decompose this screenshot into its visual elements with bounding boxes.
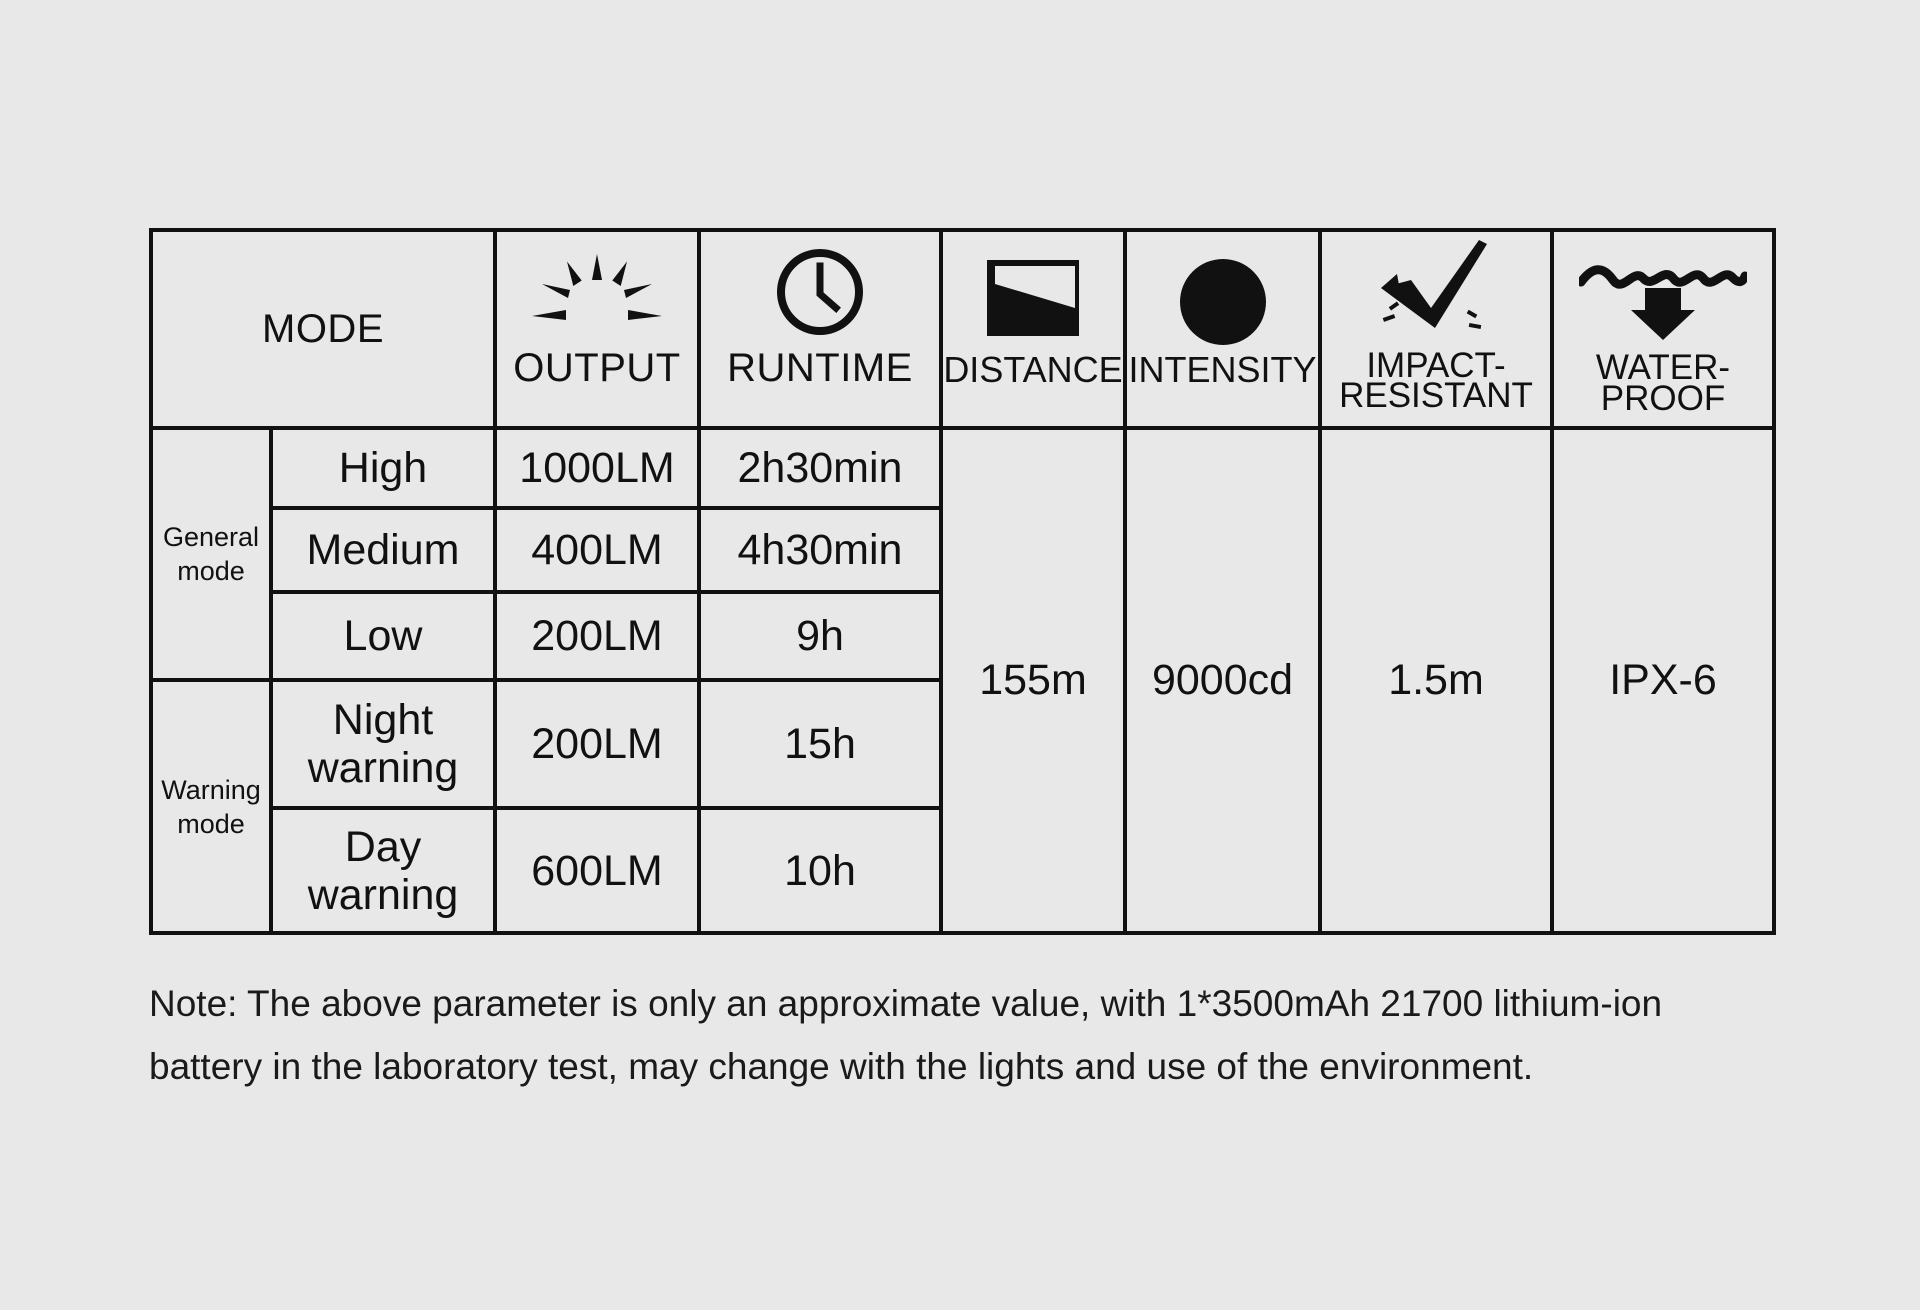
output-header-label: OUTPUT: [513, 346, 681, 390]
output-low: 200LM: [495, 592, 699, 680]
mode-day-warning: [271, 808, 495, 933]
distance-value: 155m: [941, 428, 1125, 933]
runtime-day-warning: 10h: [699, 808, 941, 933]
group-label-line1: General: [162, 522, 260, 552]
table-row: [151, 428, 1774, 508]
distance-header: [941, 230, 1125, 428]
runtime-medium: 4h30min: [699, 508, 941, 592]
spec-table: [149, 228, 1776, 935]
mode-line1: Night: [332, 696, 434, 744]
mode-high: High: [271, 428, 495, 508]
mode-header-label: MODE: [262, 306, 384, 351]
beam-distance-icon: [943, 258, 1123, 338]
footnote-line1: Note: The above parameter is only an approximate value, with 1*3500mAh 21700 lithium-ion: [149, 983, 1663, 1024]
group-label-line2: mode: [177, 556, 245, 586]
runtime-low: 9h: [699, 592, 941, 680]
footnote: [149, 972, 1789, 1098]
header-row: [151, 230, 1774, 428]
impact-header: [1320, 230, 1552, 428]
group-label-line2: mode: [177, 808, 245, 839]
impact-value: 1.5m: [1320, 428, 1552, 933]
mode-line1: Day: [344, 822, 422, 871]
output-night-warning: 200LM: [495, 680, 699, 808]
water-drop-arrow-icon: [1554, 260, 1772, 340]
runtime-header-label: RUNTIME: [727, 346, 913, 390]
distance-header-label: DISTANCE: [943, 349, 1123, 390]
output-day-warning: 600LM: [495, 808, 699, 933]
mode-medium: Medium: [271, 508, 495, 592]
impact-check-icon: [1322, 238, 1550, 338]
mode-line2: warning: [307, 744, 459, 792]
waterproof-header: [1552, 230, 1774, 428]
runtime-night-warning: 15h: [699, 680, 941, 808]
runtime-header: [699, 230, 941, 428]
mode-header: [151, 230, 495, 428]
output-high: 1000LM: [495, 428, 699, 508]
mode-night-warning: [271, 680, 495, 808]
waterproof-header-label-1: WATER-: [1595, 348, 1731, 387]
footnote-line2: battery in the laboratory test, may change with the lights and use of the environment.: [149, 1046, 1534, 1087]
mode-line2: warning: [307, 870, 459, 919]
group-label-line1: Warning: [161, 774, 261, 805]
output-header: [495, 230, 699, 428]
waterproof-value: IPX-6: [1552, 428, 1774, 933]
intensity-header-label: INTENSITY: [1128, 349, 1317, 390]
waterproof-header-label-2: PROOF: [1600, 379, 1726, 418]
clock-icon: [701, 246, 939, 338]
mode-low: Low: [271, 592, 495, 680]
sun-rays-icon: [497, 246, 697, 326]
output-medium: 400LM: [495, 508, 699, 592]
intensity-header: [1125, 230, 1320, 428]
impact-header-label-2: RESISTANT: [1339, 376, 1533, 415]
general-mode-group: [151, 428, 271, 680]
runtime-high: 2h30min: [699, 428, 941, 508]
impact-header-label-1: IMPACT-: [1366, 346, 1506, 385]
intensity-value: 9000cd: [1125, 428, 1320, 933]
filled-circle-icon: [1127, 258, 1318, 346]
warning-mode-group: [151, 680, 271, 933]
